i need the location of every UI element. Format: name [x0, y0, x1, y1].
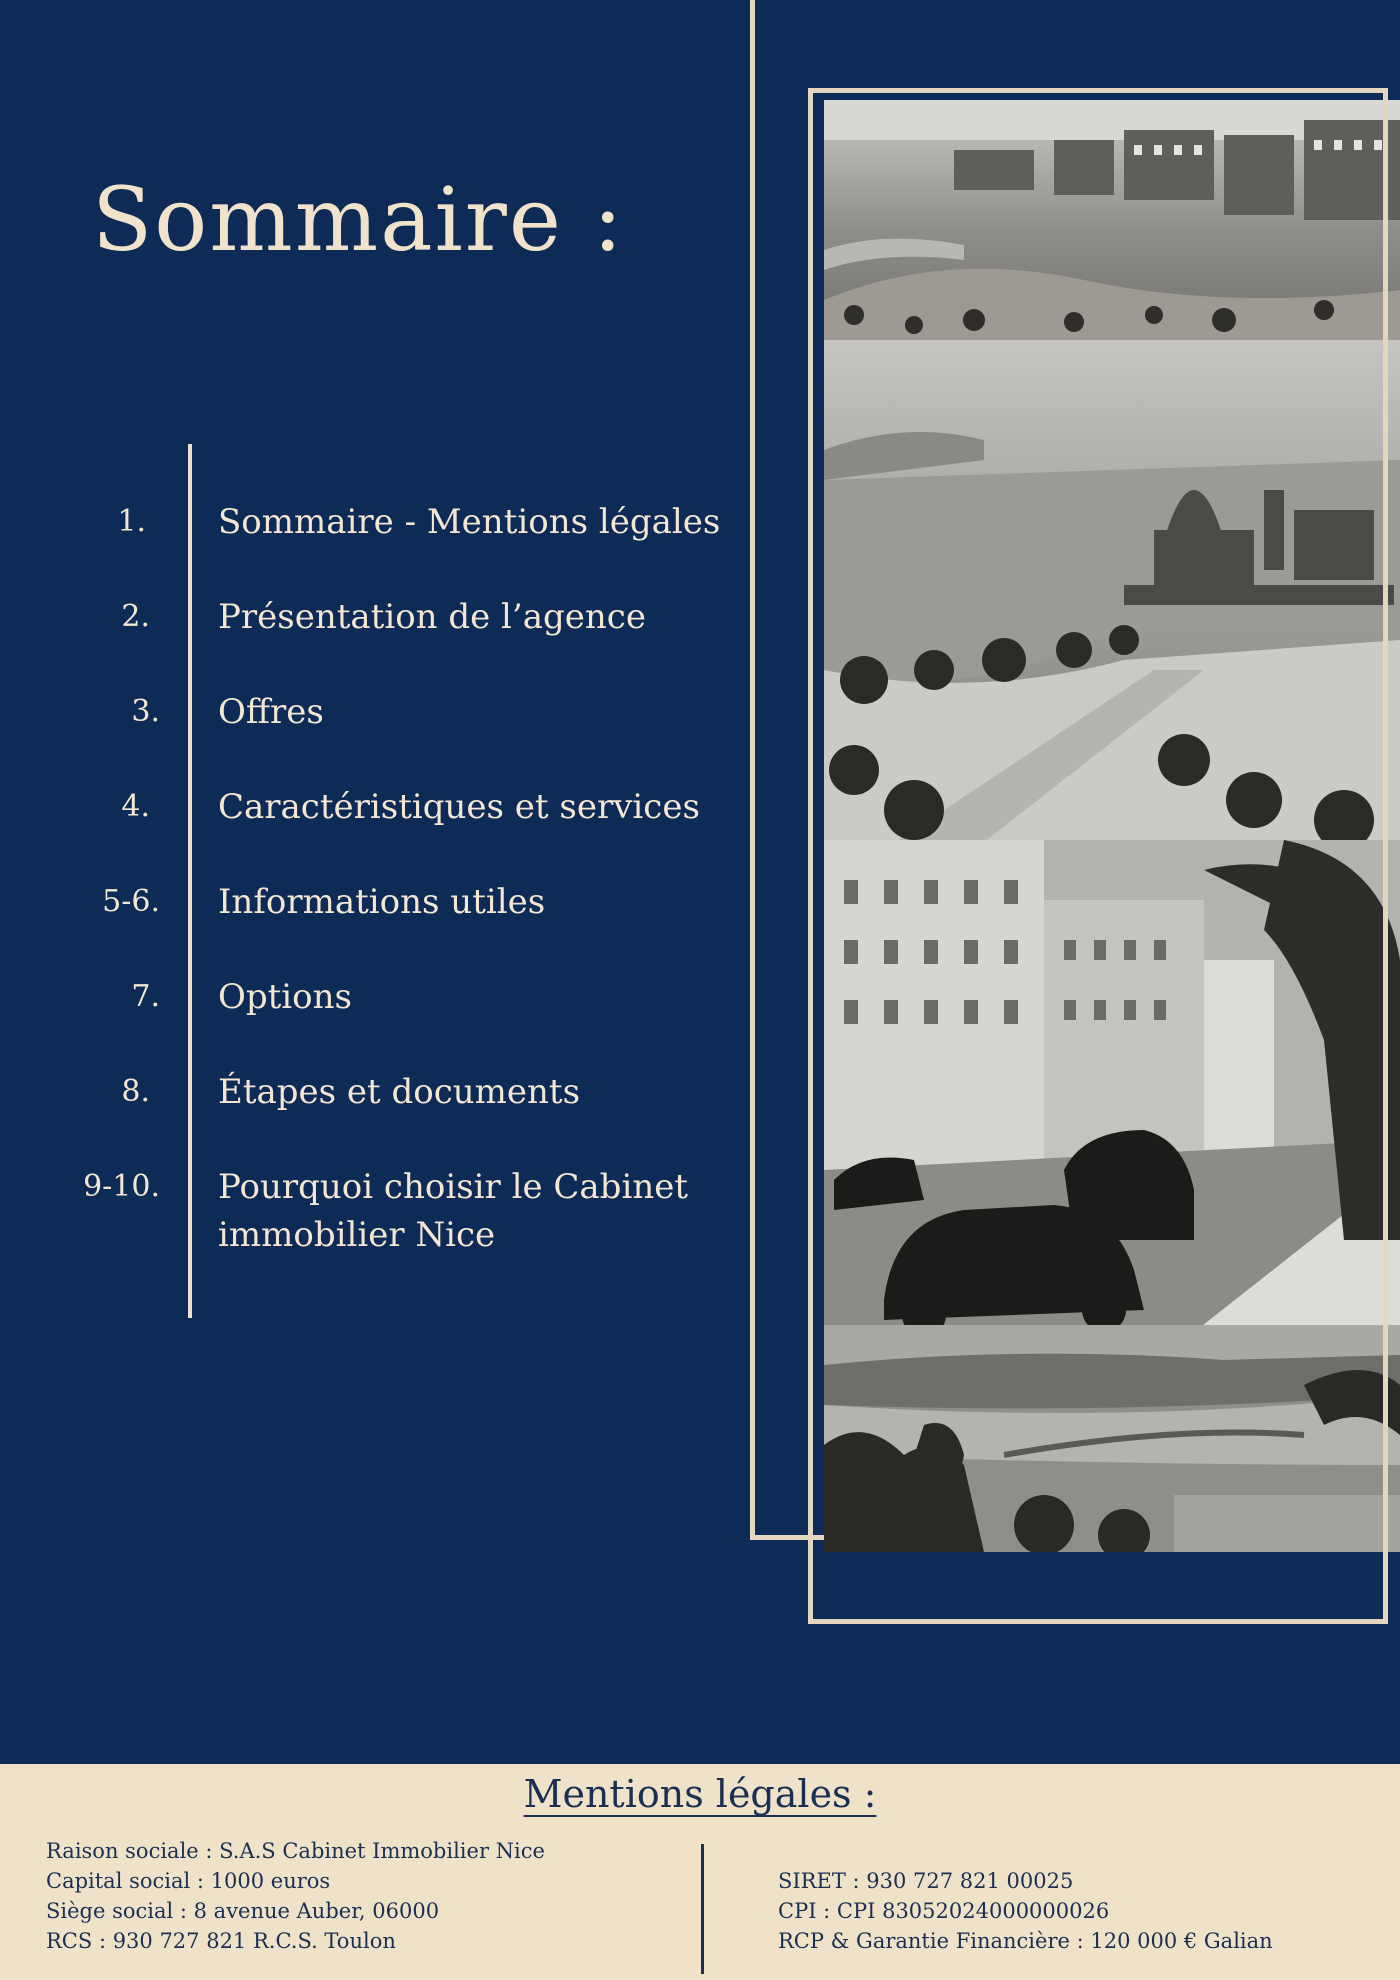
toc-number: 3. — [131, 694, 160, 729]
toc-label: Offres — [218, 692, 324, 732]
legal-line: SIRET : 930 727 821 00025 — [778, 1869, 1074, 1893]
toc-label: Options — [218, 977, 352, 1017]
legal-line: Raison sociale : S.A.S Cabinet Immobilier Nice — [46, 1839, 545, 1863]
legal-right-column — [778, 1866, 1273, 1956]
toc-label: Sommaire - Mentions légales — [218, 502, 721, 542]
toc-number: 5-6. — [102, 884, 160, 919]
toc-number: 2. — [121, 599, 150, 634]
toc-label: Caractéristiques et services — [218, 787, 700, 827]
legal-footer — [0, 1764, 1400, 1980]
legal-line: RCS : 930 727 821 R.C.S. Toulon — [46, 1929, 396, 1953]
legal-line: RCP & Garantie Financière : 120 000 € Galian — [778, 1929, 1273, 1953]
toc-label: Informations utiles — [218, 882, 546, 922]
legal-divider — [701, 1844, 704, 1974]
toc-label: Présentation de l’agence — [218, 597, 646, 637]
legal-title-text: Mentions légales : — [523, 1772, 877, 1816]
legal-title — [0, 1772, 1400, 1816]
toc-number: 4. — [121, 789, 150, 824]
toc-divider — [188, 444, 192, 1318]
toc-number: 1. — [117, 504, 146, 539]
toc-number: 7. — [131, 979, 160, 1014]
legal-line: Siège social : 8 avenue Auber, 06000 — [46, 1899, 440, 1923]
decorative-frame-inner — [808, 88, 1388, 1624]
toc-label: Étapes et documents — [218, 1072, 581, 1112]
toc-number: 8. — [121, 1074, 150, 1109]
legal-line: Capital social : 1000 euros — [46, 1869, 331, 1893]
legal-left-column — [46, 1836, 545, 1956]
page-title: Sommaire : — [92, 168, 625, 271]
legal-line: CPI : CPI 83052024000000026 — [778, 1899, 1110, 1923]
toc-number: 9-10. — [83, 1169, 160, 1204]
toc-label: Pourquoi choisir le Cabinet immobilier Nice — [218, 1167, 689, 1255]
